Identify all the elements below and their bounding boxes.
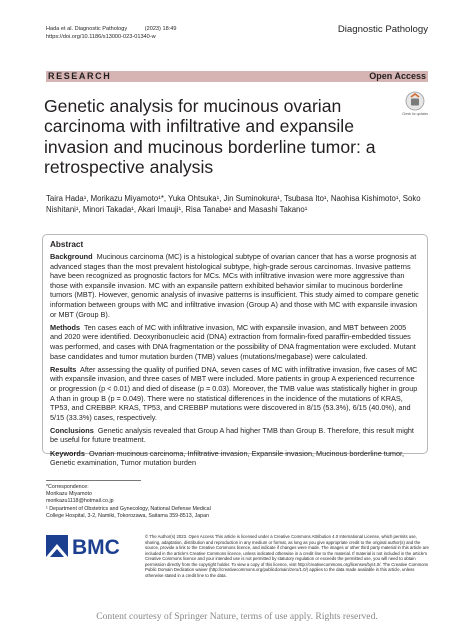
abstract-methods [50,323,420,361]
article-type-label: RESEARCH [48,71,112,81]
article-title: Genetic analysis for mucinous ovarian carcinoma with infiltrative and expansile invasion and mucinous borderline tumor: a retrospective analysis [44,96,376,178]
methods-label: Methods [50,322,80,332]
footnote-divider [46,480,141,481]
abstract-background [50,252,420,319]
corresponding-email[interactable]: morikazu1118@hotmail.co.jp [46,498,114,505]
license-text: © The Author(s) 2023. Open Access This article is licensed under a Creative Commons Attribution 4.0 International License, which permits use, sharing, adaptation, distribution and reproduction in any medium or format, as long as you give appropriate credit to the original author(s) and the source, provide a link to the Creative Commons licence, and indicate if changes were made. The images or other third party material in this article are included in the article's Creative Commons licence, unless indicated otherwise in a credit line to the material. If material is not included in the article's Creative Commons licence and your intended use is not permitted by statutory regulation or exceeds the permitted use, you will need to obtain permission directly from the copyright holder. To view a copy of this licence, visit http://creativecommons.org/licenses/by/4.0/. The Creative Commons Public Domain Dedication waiver (http://creativecommons.org/publicdomain/zero/1.0/) applies to the data made available in this article, unless otherwise stated in a credit line to the data. [145,534,429,578]
keywords-label: Keywords [50,448,85,458]
badge-label: Check for updates [402,112,428,116]
abstract-body [50,252,420,471]
keywords-text: Ovarian mucinous carcinoma, Infiltrative invasion, Expansile invasion, Mucinous borderline tumor, Genetic examination, Tumor mutation burden [50,448,405,468]
bmc-logo-icon [46,535,138,557]
abstract-results [50,365,420,423]
methods-text: Ten cases each of MC with infiltrative invasion, MC with expansile invasion, and MBT between 2005 and 2020 were identified. Deoxyribonucleic acid (DNA) extraction from formalin-fixed paraffin-embedded tissues was performed, and cases with DNA fragmentation or the possibility of DNA fragmentation were excluded. Mutant base candidates and tumor mutation burden (TMB) values (mutations/megabase) were calculated. [50,322,416,361]
author-list: Taira Hada¹, Morikazu Miyamoto¹*, Yuka Ohtsuka¹, Jin Suminokura¹, Tsubasa Ito¹, Naohisa Kishimoto¹, Soko Nishitani¹, Minori Takada¹, Akari Imauji¹, Risa Tanabe¹ and Masashi Takano¹ [46,194,421,214]
correspondence-block [46,484,246,520]
page-footer: Content courtesy of Springer Nature, terms of use apply. Rights reserved. [96,611,378,622]
affiliation-line1: ¹ Department of Obstetrics and Gynecology, National Defense Medical [46,505,211,512]
abstract-keywords [50,449,420,468]
affiliation-line2: College Hospital, 3-2, Namiki, Tokorozawa, Saitama 359-8513, Japan [46,512,210,519]
citation-year-volume: (2023) 18:49 [144,26,177,32]
results-label: Results [50,364,77,374]
correspondence-label: *Correspondence: [46,484,89,490]
results-text: After assessing the quality of purified DNA, seven cases of MC with infiltrative invasion, five cases of MC with expansile invasion, and three cases of MBT were included. More patients in group A experienced recurrence or progression (p < 0.01) and died of disease (p = 0.03). Moreover, the TMB value was statistically higher in group A than in group B (p = 0.049). There were no statistical differences in the incidence of the mutations of KRAS, TP53, and CREBBP. KRAS, TP53, and CREBBP mutations were discovered in 8/15 (53.3%), 6/15 (40.0%), and 5/15 (33.3%) cases, respectively. [50,364,418,422]
article-type-bar [46,71,428,82]
citation-authors-journal: Hada et al. Diagnostic Pathology [46,26,128,32]
abstract-heading: Abstract [50,240,84,249]
corresponding-author: Morikazu Miyamoto [46,491,92,498]
check-for-updates-icon[interactable] [404,91,426,119]
conclusions-label: Conclusions [50,425,94,435]
background-label: Background [50,252,93,261]
abstract-conclusions [50,426,420,445]
background-text: Mucinous carcinoma (MC) is a histological subtype of ovarian cancer that has a worse prognosis at advanced stages than the most prevalent histological subtype, high-grade serous carcinomas. Invasive patterns have been recognized as prognostic factors for MCs. MCs with infiltrative invasion were more aggressive than those with expansile invasion. MC with an expansile pattern exhibited behavior similar to mucinous borderline tumors (MBT). However, genomic analysis of invasive patterns is insufficient. This study aimed to compare genetic information between groups with MC and infiltrative invasion (Group A) and those with MC with expansile invasion or MBT (Group B). [50,252,419,319]
bmc-wordmark: BMC [72,536,120,559]
open-access-label: Open Access [369,71,426,81]
journal-name: Diagnostic Pathology [337,24,428,35]
doi-link[interactable]: https://doi.org/10.1186/s13000-023-01340-w [46,33,156,40]
abstract-box [42,234,428,468]
conclusions-text: Genetic analysis revealed that Group A had higher TMB than Group B. Therefore, this result might be useful for future treatment. [50,425,414,445]
citation-header [46,26,192,41]
